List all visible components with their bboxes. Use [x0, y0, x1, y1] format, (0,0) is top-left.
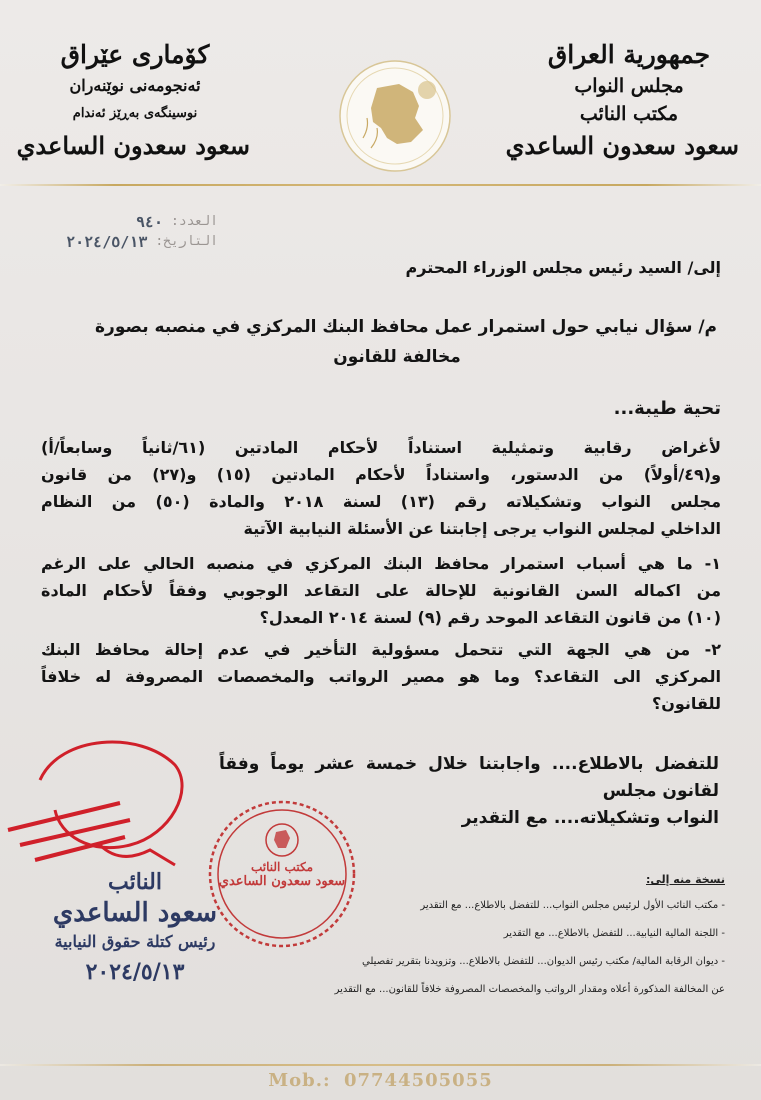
signature-title: النائب — [108, 869, 162, 895]
reference-number-label: العدد: — [171, 214, 218, 229]
header-country: جمهورية العراق — [547, 40, 711, 69]
question-2 — [41, 636, 721, 717]
header-country-kurdish: كۆماری عێراق — [60, 40, 210, 69]
signature-position: رئيس كتلة حقوق النيابية — [54, 932, 216, 951]
question-line: (١٠) من قانون التقاعد الموحد رقم (٩) لسنة ٢٠١٤ المعدل؟ — [259, 608, 721, 627]
header-divider — [0, 184, 761, 186]
mobile-number: 07744505055 — [343, 1070, 493, 1091]
paragraph-line: لأغراض رقابية وتمثيلية استناداً لأحكام المادتين (٦١/ثانياً وسابعاً/أ) — [41, 438, 722, 457]
subject-line: مخالفة للقانون — [333, 347, 461, 367]
closing-line: للتفضل بالاطلاع.... واجابتنا خلال خمسة عشر يوماً وفقاً لقانون مجلس — [219, 754, 719, 801]
header-mp-name-kurdish: سعود سعدون الساعدي — [16, 131, 250, 160]
question-line: ١- ما هي أسباب استمرار محافظ البنك المركزي في منصبه الحالي على الرغم — [41, 554, 721, 573]
question-line: للقانون؟ — [651, 694, 721, 713]
intro-paragraph — [41, 434, 721, 542]
reference-date-label: التاريخ: — [155, 234, 218, 249]
signature-name: سعود الساعدي — [52, 898, 218, 928]
footer-divider — [0, 1064, 761, 1066]
question-1 — [41, 550, 721, 631]
letterhead-arabic — [505, 38, 739, 164]
signature-date: ٢٠٢٤/٥/١٣ — [85, 959, 185, 985]
closing-line: النواب وتشكيلاته.... مع التقدير — [461, 808, 719, 828]
copy-item: - اللجنة المالية النيابية... للتفضل بالاطلاع... مع التقدير — [503, 928, 725, 939]
addressee: إلى/ السيد رئيس مجلس الوزراء المحترم — [405, 258, 721, 277]
greeting: تحية طيبة... — [613, 398, 721, 419]
stamp-line: سعود سعدون الساعدي — [218, 874, 346, 889]
paragraph-line: الداخلي لمجلس النواب يرجى إجابتنا عن الأسئلة النيابية الآتية — [243, 519, 721, 538]
copy-item: عن المخالفة المذكورة أعلاه ومقدار الرواتب والمخصصات المصروفة خلافاً للقانون... مع التقدير — [334, 984, 725, 995]
header-office: مكتب النائب — [579, 103, 679, 125]
copy-item: - ديوان الرقابة المالية/ مكتب رئيس الديوان... للتفضل بالاطلاع... وتزويدنا بتقرير تفصيلي — [362, 956, 725, 967]
handwritten-signature-icon — [0, 725, 200, 875]
reference-number-row — [48, 212, 218, 232]
letterhead-kurdish — [16, 38, 250, 164]
header-council: مجلس النواب — [574, 75, 684, 97]
header-mp-name: سعود سعدون الساعدي — [505, 131, 739, 160]
copy-item: - مكتب النائب الأول لرئيس مجلس النواب... للتفضل بالاطلاع... مع التقدير — [420, 900, 725, 911]
question-line: المركزي الى التقاعد؟ وما هو مصير الرواتب والمخصصات المصروفة له خلافاً — [41, 667, 721, 686]
reference-date-value: ٢٠٢٤/٥/١٣ — [66, 233, 148, 251]
copies-list — [305, 873, 725, 1012]
stamp-line: مكتب النائب — [250, 860, 314, 874]
paragraph-line: و(٤٩/أولاً) من الدستور، واستناداً لأحكام المادتين (١٥) و(٢٧) من قانون — [41, 465, 722, 484]
header-council-kurdish: ئەنجومەنی نوێنەران — [69, 76, 201, 95]
subject — [77, 312, 717, 372]
iraq-emblem-icon — [337, 58, 453, 174]
mobile-label: Mob.: — [268, 1070, 331, 1091]
question-line: ٢- من هي الجهة التي تتحمل مسؤولية التأخير في عدم إحالة محافظ البنك — [41, 640, 721, 659]
paragraph-line: مجلس النواب وتشكيلاته رقم (١٣) لسنة ٢٠١٨ والمادة (٥٠) من النظام — [41, 492, 721, 511]
reference-block — [48, 212, 218, 252]
reference-date-row — [48, 232, 218, 252]
header-office-kurdish: نوسینگەی بەڕێز ئەندام — [72, 106, 198, 121]
question-line: من اكماله السن القانونية للإحالة على التقاعد الوجوبي وفقاً لأحكام المادة — [41, 581, 721, 600]
copies-title: نسخة منه إلى: — [646, 873, 725, 886]
footer-mobile — [0, 1070, 761, 1091]
reference-number-value: ٩٤٠ — [135, 213, 164, 231]
subject-line: م/ سؤال نيابي حول استمرار عمل محافظ البنك المركزي في منصبه بصورة — [95, 317, 717, 337]
signature-block — [20, 868, 250, 990]
